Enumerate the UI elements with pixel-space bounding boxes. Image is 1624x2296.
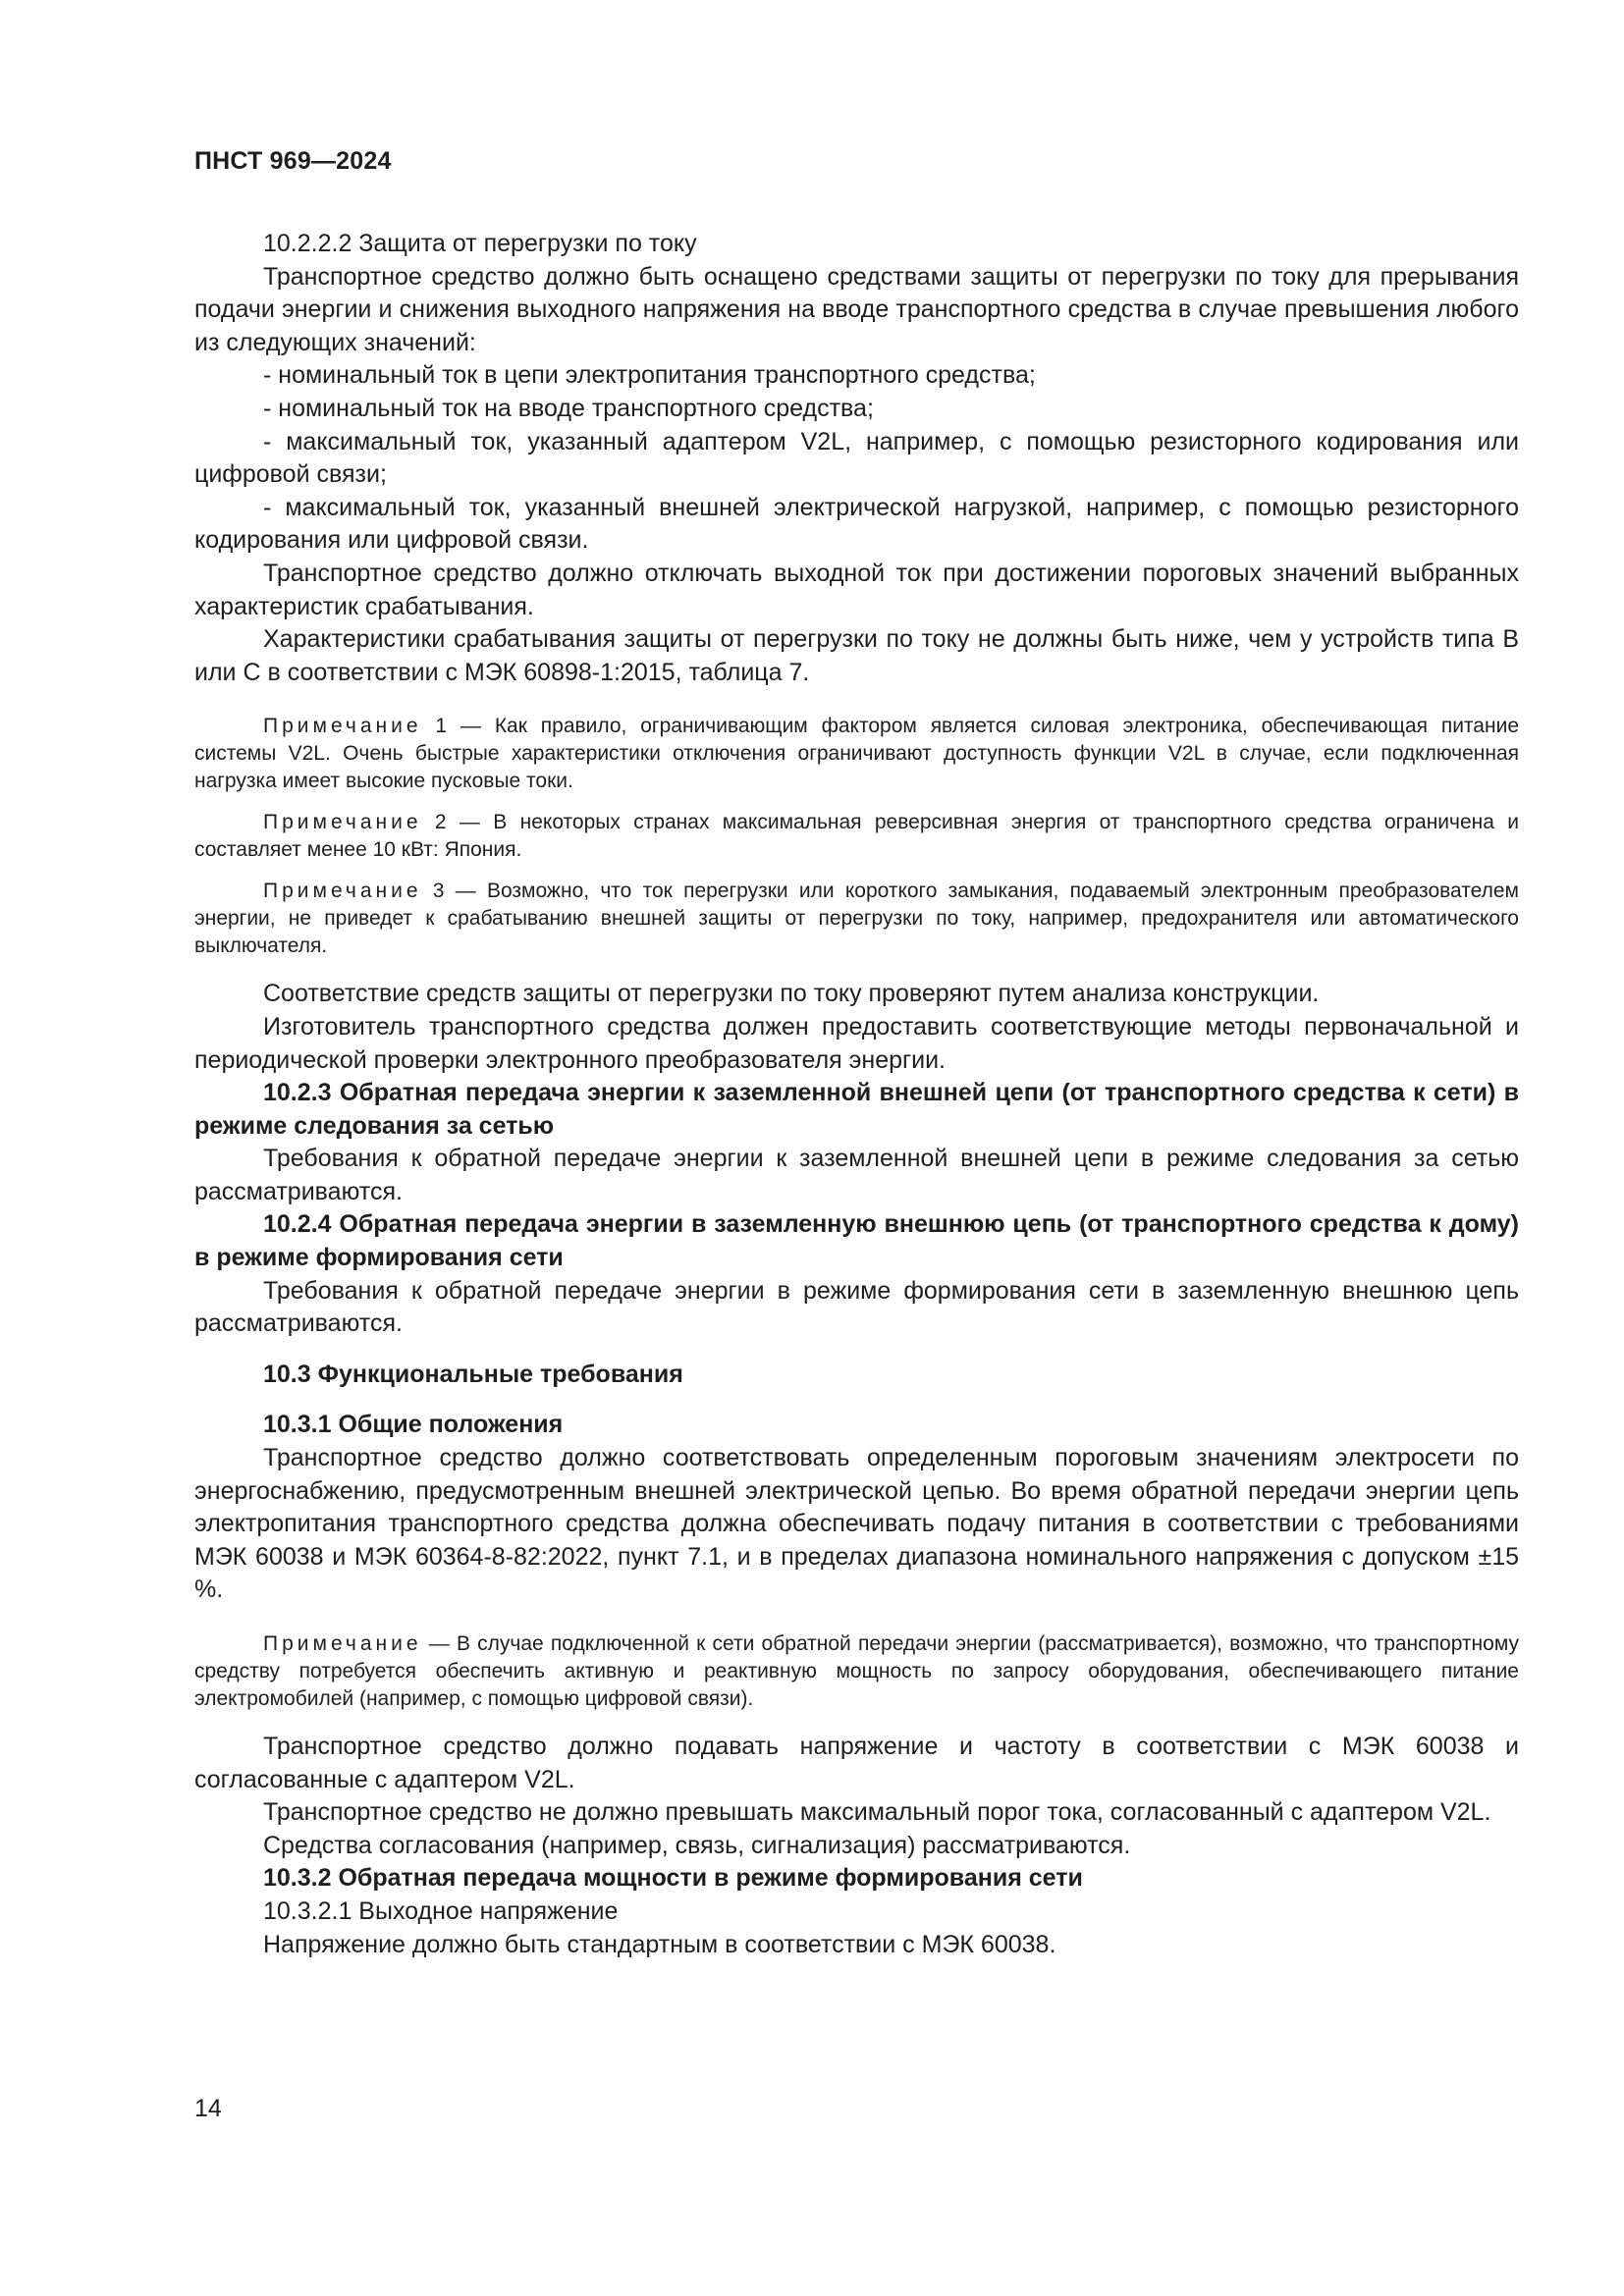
page-content (194, 228, 1519, 1961)
note (194, 1630, 1519, 1713)
note-text: 2 — В некоторых странах максимальная реверсивная энергия от транспортного средства ограничена и составляет менее 10 кВт: Япония. (194, 811, 1519, 862)
list-item: - номинальный ток на вводе транспортного средства; (263, 394, 874, 422)
section-10-3-1-title: 10.3.1 Общие положения (263, 1411, 564, 1439)
paragraph: Изготовитель транспортного средства должен предоставить соответствующие методы первоначальной и периодической проверки электронного преобразователя энергии. (194, 1012, 1519, 1074)
paragraph: Транспортное средство должно отключать выходной ток при достижении пороговых значений выбранных характеристик срабатывания. (194, 559, 1519, 620)
paragraph: Характеристики срабатывания защиты от перегрузки по току не должны быть ниже, чем у устройств типа В или С в соответствии с МЭК 60898-1:2015, таблица 7. (194, 625, 1519, 686)
note-text: 3 — Возможно, что ток перегрузки или короткого замыкания, подаваемый электронным преобразователем энергии, не приведет к срабатыванию внешней защиты от перегрузки по току, например, предохранителя или автоматического выключателя. (194, 880, 1519, 958)
section-10-2-2-2-title: 10.2.2.2 Защита от перегрузки по току (263, 230, 697, 257)
paragraph: Транспортное средство должно соответствовать определенным пороговым значениям электросети по энергоснабжению, предусмотренным внешней электрической цепью. Во время обратной передачи энергии цепь электропитания транспортного средства должна обеспечивать подачу питания в соответствии с требованиями МЭК 60038 и МЭК 60364-8-82:2022, пункт 7.1, и в пределах диапазона номинального напряжения с допуском ±15 %. (194, 1444, 1519, 1604)
section-10-3-2-title: 10.3.2 Обратная передача мощности в режиме формирования сети (263, 1864, 1083, 1893)
note-label: Примечание (263, 1632, 422, 1655)
section-10-2-3-title: 10.2.3 Обратная передача энергии к заземленной внешней цепи (от транспортного средства к сети) в режиме следования за сетью (194, 1079, 1519, 1140)
note-2 (194, 809, 1519, 864)
note-text: 1 — Как правило, ограничивающим фактором является силовая электроника, обеспечивающая питание системы V2L. Очень быстрые характеристики отключения ограничивают доступность функции V2L в случае, если подключенная нагрузка имеет высокие пусковые токи. (194, 715, 1519, 793)
page-number: 14 (194, 2095, 222, 2122)
list-item: - максимальный ток, указанный внешней электрической нагрузкой, например, с помощью резисторного кодирования или цифровой связи. (194, 493, 1519, 555)
section-10-3-2-1-title: 10.3.2.1 Выходное напряжение (263, 1896, 619, 1925)
list-item: - номинальный ток в цепи электропитания транспортного средства; (263, 361, 1036, 390)
note-1 (194, 713, 1519, 795)
paragraph: Средства согласования (например, связь, сигнализация) рассматриваются. (263, 1831, 1131, 1859)
paragraph: Соответствие средств защиты от перегрузки по току проверяют путем анализа конструкции. (263, 980, 1320, 1008)
note-3 (194, 878, 1519, 960)
section-10-3-title: 10.3 Функциональные требования (263, 1360, 683, 1388)
paragraph: Транспортное средство не должно превышать максимальный порог тока, согласованный с адаптером V2L. (263, 1798, 1491, 1827)
paragraph: Транспортное средство должно быть оснащено средствами защиты от перегрузки по току для прерывания подачи энергии и снижения выходного напряжения на вводе транспортного средства в случае превышения любого из следующих значений: (194, 262, 1519, 356)
section-10-2-4-title: 10.2.4 Обратная передача энергии в заземленную внешнюю цепь (от транспортного средства к дому) в режиме формирования сети (194, 1210, 1519, 1272)
paragraph: Требования к обратной передаче энергии к заземленной внешней цепи в режиме следования за сетью рассматриваются. (194, 1145, 1519, 1205)
paragraph: Требования к обратной передаче энергии в режиме формирования сети в заземленную внешнюю цепь рассматриваются. (194, 1276, 1519, 1338)
paragraph: Напряжение должно быть стандартным в соответствии с МЭК 60038. (263, 1930, 1056, 1958)
note-label: Примечание (263, 715, 422, 738)
paragraph: Транспортное средство должно подавать напряжение и частоту в соответствии с МЭК 60038 и согласованные с адаптером V2L. (194, 1733, 1519, 1793)
document-header: ПНСТ 969—2024 (194, 147, 392, 175)
note-label: Примечание (263, 811, 422, 834)
note-label: Примечание (263, 880, 422, 903)
list-item: - максимальный ток, указанный адаптером V2L, например, с помощью резисторного кодирования или цифровой связи; (194, 427, 1519, 489)
note-text: — В случае подключенной к сети обратной передачи энергии (рассматривается), возможно, что транспортному средству потребуется обеспечить активную и реактивную мощность по запросу оборудования, обеспечивающего питание электромобилей (например, с помощью цифровой связи). (194, 1632, 1519, 1710)
